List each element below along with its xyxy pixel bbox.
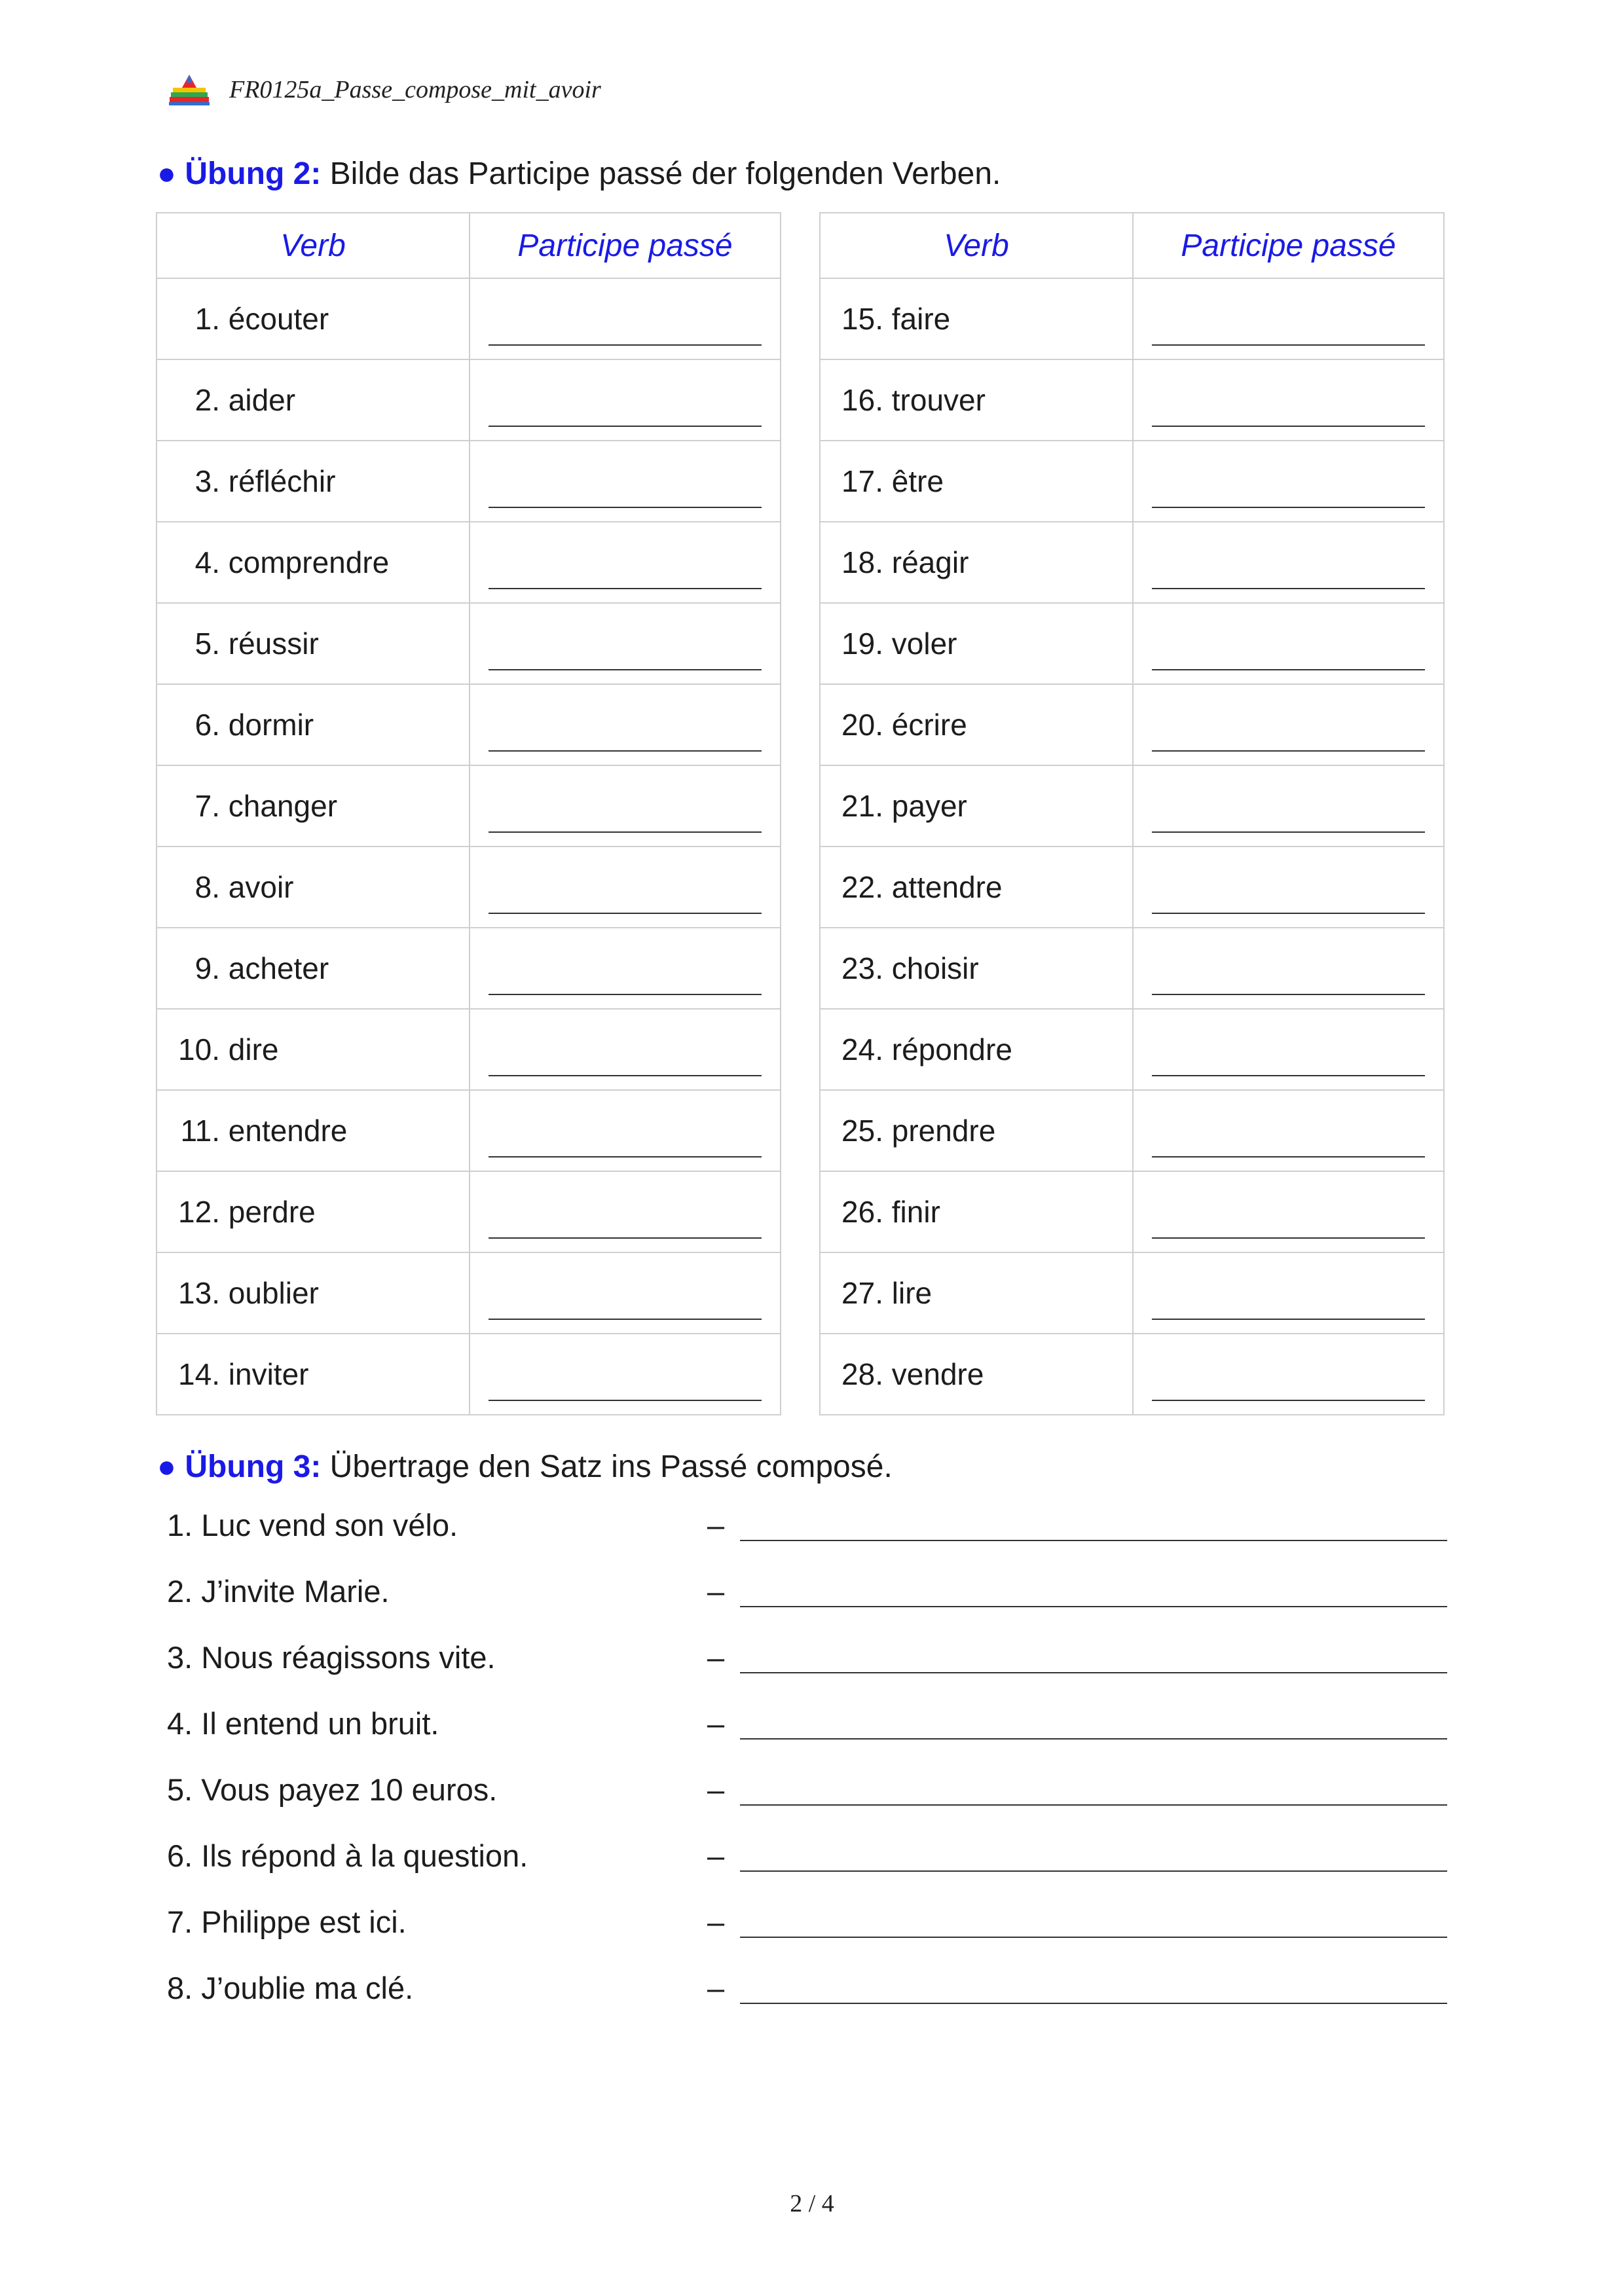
participe-answer-cell[interactable] [1133, 847, 1444, 928]
participe-answer-cell[interactable] [470, 1090, 781, 1171]
verb-text: avoir [228, 870, 294, 904]
verb-cell [157, 1334, 470, 1415]
participe-answer-cell[interactable] [470, 522, 781, 603]
answer-blank-line [489, 1400, 762, 1401]
answer-blank-line [489, 669, 762, 670]
table-row [157, 847, 781, 928]
verb-text: dormir [228, 708, 314, 742]
exercise2-label: Übung 2: [185, 156, 322, 191]
verb-text: choisir [891, 951, 979, 985]
sentence-text: 5. Vous payez 10 euros. [167, 1772, 498, 1807]
verb-cell [820, 1009, 1133, 1090]
document-header [169, 73, 601, 106]
answer-blank-line [489, 344, 762, 346]
answer-blank-line [1152, 669, 1425, 670]
answer-blank-line [1152, 750, 1425, 752]
answer-line[interactable] [740, 2003, 1447, 2004]
answer-blank-line [1152, 1319, 1425, 1320]
verb-cell [157, 359, 470, 441]
verb-text: réagir [891, 545, 969, 579]
verb-table-left [156, 212, 781, 1415]
verb-cell [820, 522, 1133, 603]
column-header-participe: Participe passé [1133, 213, 1444, 278]
verb-text: attendre [891, 870, 1003, 904]
dash-separator: – [707, 1508, 725, 1542]
book-stack-logo-icon [169, 73, 210, 106]
verb-cell [820, 928, 1133, 1009]
item-number: 13. [178, 1276, 220, 1310]
verb-text: changer [228, 789, 338, 823]
dash-separator: – [707, 1971, 725, 2005]
dash-separator: – [707, 1706, 725, 1741]
participe-answer-cell[interactable] [470, 1171, 781, 1252]
answer-blank-line [1152, 507, 1425, 508]
item-number: 3. [194, 464, 220, 498]
item-number: 9. [194, 951, 220, 985]
answer-line[interactable] [740, 1804, 1447, 1806]
verb-cell [157, 441, 470, 522]
answer-line[interactable] [740, 1937, 1447, 1938]
item-number: 24. [841, 1032, 883, 1066]
answer-line[interactable] [740, 1606, 1447, 1607]
table-row [157, 1090, 781, 1171]
participe-answer-cell[interactable] [1133, 765, 1444, 847]
answer-line[interactable] [740, 1738, 1447, 1740]
item-number: 28. [841, 1357, 883, 1391]
table-row [157, 684, 781, 765]
table-row [157, 1171, 781, 1252]
answer-blank-line [1152, 1075, 1425, 1076]
exercise2-instruction: Bilde das Participe passé der folgenden Verben. [329, 156, 1001, 191]
table-row [157, 1009, 781, 1090]
list-item [167, 1507, 1447, 1573]
verb-text: lire [891, 1276, 932, 1310]
participe-answer-cell[interactable] [1133, 1171, 1444, 1252]
participe-answer-cell[interactable] [470, 278, 781, 359]
dash-separator: – [707, 1574, 725, 1609]
item-number: 8. [194, 870, 220, 904]
table-row [820, 928, 1444, 1009]
participe-answer-cell[interactable] [1133, 522, 1444, 603]
answer-line[interactable] [740, 1540, 1447, 1541]
participe-answer-cell[interactable] [1133, 441, 1444, 522]
table-row [820, 1252, 1444, 1334]
list-item [167, 1573, 1447, 1639]
answer-blank-line [1152, 994, 1425, 995]
participe-answer-cell[interactable] [470, 603, 781, 684]
answer-blank-line [1152, 913, 1425, 914]
participe-answer-cell[interactable] [1133, 1252, 1444, 1334]
participe-answer-cell[interactable] [470, 441, 781, 522]
sentence-text: 2. J’invite Marie. [167, 1574, 390, 1609]
sentence-text: 7. Philippe est ici. [167, 1904, 407, 1939]
verb-text: réussir [228, 627, 319, 661]
participe-answer-cell[interactable] [470, 765, 781, 847]
verb-cell [820, 278, 1133, 359]
verb-text: aider [228, 383, 296, 417]
table-row [820, 278, 1444, 359]
verb-text: répondre [891, 1032, 1012, 1066]
verb-text: dire [228, 1032, 279, 1066]
verb-text: entendre [228, 1114, 348, 1148]
list-item [167, 1838, 1447, 1904]
participe-answer-cell[interactable] [1133, 278, 1444, 359]
participe-answer-cell[interactable] [470, 1334, 781, 1415]
item-number: 6. [194, 708, 220, 742]
item-number: 7. [194, 789, 220, 823]
table-row [157, 522, 781, 603]
verb-cell [157, 1252, 470, 1334]
item-number: 19. [841, 627, 883, 661]
verb-cell [157, 1009, 470, 1090]
participe-answer-cell[interactable] [1133, 1334, 1444, 1415]
item-number: 27. [841, 1276, 883, 1310]
answer-blank-line [1152, 344, 1425, 346]
table-row [157, 278, 781, 359]
verb-cell [820, 1090, 1133, 1171]
verb-text: oublier [228, 1276, 319, 1310]
participe-answer-cell[interactable] [470, 1009, 781, 1090]
participe-answer-cell[interactable] [1133, 603, 1444, 684]
table-header-row [820, 213, 1444, 278]
participe-answer-cell[interactable] [470, 847, 781, 928]
verb-cell [820, 847, 1133, 928]
answer-blank-line [1152, 588, 1425, 589]
sentence-text: 4. Il entend un bruit. [167, 1706, 439, 1741]
verb-text: comprendre [228, 545, 390, 579]
table-header-row [157, 213, 781, 278]
item-number: 16. [841, 383, 883, 417]
participe-answer-cell[interactable] [1133, 1009, 1444, 1090]
verb-text: écouter [228, 302, 329, 336]
answer-blank-line [489, 831, 762, 833]
sentence-text: 6. Ils répond à la question. [167, 1838, 528, 1873]
item-number: 1. [194, 302, 220, 336]
verb-cell [157, 1090, 470, 1171]
item-number: 26. [841, 1195, 883, 1229]
answer-line[interactable] [740, 1672, 1447, 1673]
sentence-text: 8. J’oublie ma clé. [167, 1971, 414, 2005]
participe-answer-cell[interactable] [470, 684, 781, 765]
verb-text: perdre [228, 1195, 316, 1229]
table-row [820, 1009, 1444, 1090]
list-item [167, 1772, 1447, 1838]
verb-cell [820, 1334, 1133, 1415]
column-header-verb: Verb [820, 213, 1133, 278]
exercise3-instruction: Übertrage den Satz ins Passé composé. [329, 1449, 893, 1484]
item-number: 5. [194, 627, 220, 661]
item-number: 23. [841, 951, 883, 985]
sentence-text: 3. Nous réagissons vite. [167, 1640, 496, 1675]
dash-separator: – [707, 1772, 725, 1807]
exercise3-sentence-list [167, 1507, 1447, 2036]
item-number: 11. [180, 1114, 220, 1148]
verb-cell [820, 441, 1133, 522]
dash-separator: – [707, 1838, 725, 1873]
verb-cell [157, 278, 470, 359]
column-header-verb: Verb [157, 213, 470, 278]
item-number: 14. [178, 1357, 220, 1391]
verb-cell [157, 522, 470, 603]
answer-line[interactable] [740, 1870, 1447, 1872]
item-number: 4. [194, 545, 220, 579]
table-row [820, 1334, 1444, 1415]
item-number: 10. [178, 1032, 220, 1066]
verb-cell [820, 684, 1133, 765]
answer-blank-line [489, 588, 762, 589]
table-row [820, 359, 1444, 441]
bullet-icon: ● [157, 1449, 176, 1484]
verb-text: prendre [891, 1114, 996, 1148]
verb-cell [820, 765, 1133, 847]
list-item [167, 1904, 1447, 1970]
answer-blank-line [489, 426, 762, 427]
verb-text: réfléchir [228, 464, 336, 498]
item-number: 17. [841, 464, 883, 498]
table-row [820, 1090, 1444, 1171]
answer-blank-line [1152, 1400, 1425, 1401]
answer-blank-line [489, 750, 762, 752]
verb-cell [820, 1252, 1133, 1334]
dash-separator: – [707, 1904, 725, 1939]
verb-text: trouver [891, 383, 986, 417]
answer-blank-line [1152, 426, 1425, 427]
answer-blank-line [489, 913, 762, 914]
table-row [157, 1252, 781, 1334]
page-number: 2 / 4 [790, 2190, 834, 2217]
participe-answer-cell[interactable] [1133, 359, 1444, 441]
answer-blank-line [489, 1156, 762, 1157]
participe-answer-cell[interactable] [470, 359, 781, 441]
bullet-icon: ● [157, 156, 176, 191]
verb-text: finir [891, 1195, 940, 1229]
table-row [820, 847, 1444, 928]
list-item [167, 1705, 1447, 1772]
verb-text: être [891, 464, 944, 498]
item-number: 15. [841, 302, 883, 336]
item-number: 12. [178, 1195, 220, 1229]
participe-answer-cell[interactable] [470, 928, 781, 1009]
verb-text: acheter [228, 951, 329, 985]
table-row [820, 765, 1444, 847]
sentence-text: 1. Luc vend son vélo. [167, 1508, 458, 1542]
table-row [157, 1334, 781, 1415]
answer-blank-line [489, 507, 762, 508]
verb-text: faire [891, 302, 951, 336]
item-number: 18. [841, 545, 883, 579]
verb-cell [157, 684, 470, 765]
answer-blank-line [1152, 831, 1425, 833]
answer-blank-line [1152, 1156, 1425, 1157]
list-item [167, 1970, 1447, 2036]
answer-blank-line [489, 1319, 762, 1320]
verb-cell [157, 765, 470, 847]
participe-answer-cell[interactable] [1133, 1090, 1444, 1171]
verb-text: écrire [891, 708, 967, 742]
item-number: 2. [194, 383, 220, 417]
table-row [157, 359, 781, 441]
item-number: 22. [841, 870, 883, 904]
verb-cell [157, 928, 470, 1009]
answer-blank-line [489, 1075, 762, 1076]
answer-blank-line [489, 1237, 762, 1239]
verb-cell [157, 847, 470, 928]
participe-answer-cell[interactable] [470, 1252, 781, 1334]
verb-cell [157, 603, 470, 684]
verb-cell [820, 359, 1133, 441]
verb-cell [820, 1171, 1133, 1252]
table-row [157, 441, 781, 522]
exercise3-label: Übung 3: [185, 1449, 322, 1484]
answer-blank-line [1152, 1237, 1425, 1239]
table-row [157, 603, 781, 684]
participe-answer-cell[interactable] [1133, 684, 1444, 765]
table-row [820, 522, 1444, 603]
verb-cell [820, 603, 1133, 684]
verb-table-right [819, 212, 1445, 1415]
exercise3-heading [157, 1449, 893, 1485]
table-row [820, 684, 1444, 765]
column-header-participe: Participe passé [470, 213, 781, 278]
table-row [820, 603, 1444, 684]
dash-separator: – [707, 1640, 725, 1675]
verb-text: voler [891, 627, 957, 661]
item-number: 20. [841, 708, 883, 742]
document-title: FR0125a_Passe_compose_mit_avoir [229, 76, 601, 103]
exercise2-heading [157, 156, 1001, 192]
answer-blank-line [489, 994, 762, 995]
verb-text: vendre [891, 1357, 984, 1391]
verb-cell [157, 1171, 470, 1252]
table-row [820, 1171, 1444, 1252]
verb-text: payer [891, 789, 967, 823]
list-item [167, 1639, 1447, 1705]
item-number: 25. [841, 1114, 883, 1148]
verb-text: inviter [228, 1357, 309, 1391]
participe-answer-cell[interactable] [1133, 928, 1444, 1009]
item-number: 21. [841, 789, 883, 823]
table-row [820, 441, 1444, 522]
table-row [157, 928, 781, 1009]
table-row [157, 765, 781, 847]
